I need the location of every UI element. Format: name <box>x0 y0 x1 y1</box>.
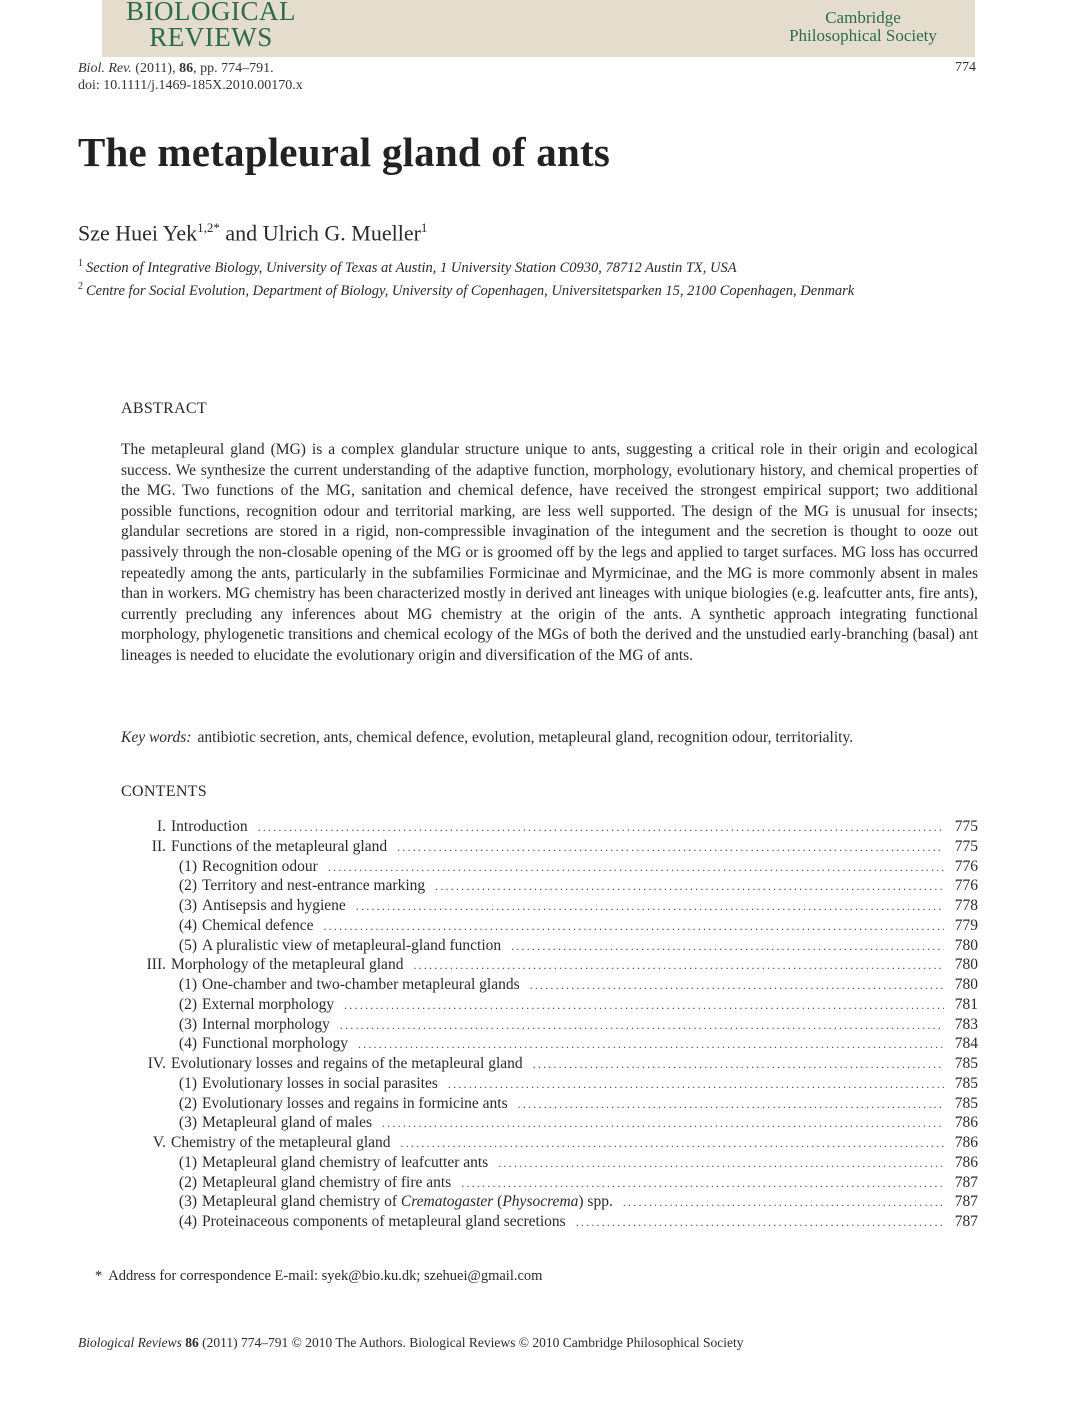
toc-entry-label: Metapleural gland of males <box>202 1114 373 1132</box>
toc-entry[interactable] <box>121 1016 978 1036</box>
toc-leader-dots <box>358 1037 944 1052</box>
toc-entry-label: Introduction <box>171 818 248 835</box>
toc-entry[interactable] <box>121 1174 978 1194</box>
toc-entry-number: II. <box>151 837 166 855</box>
toc-leader-dots <box>413 958 944 973</box>
toc-leader-dots <box>576 1215 944 1230</box>
toc-entry[interactable] <box>121 937 978 957</box>
author-joiner: and <box>219 220 263 246</box>
society-logo-line1: Cambridge <box>825 8 901 27</box>
toc-leader-dots <box>533 1057 944 1072</box>
toc-entry-label: External morphology <box>202 995 335 1013</box>
toc-entry-number: (4) <box>178 1213 197 1230</box>
toc-entry-number: (1) <box>178 857 197 875</box>
toc-label-part: ( <box>493 1193 503 1211</box>
toc-leader-dots <box>344 998 944 1013</box>
toc-entry[interactable] <box>121 818 978 838</box>
journal-logo-line2: REVIEWS <box>149 22 273 52</box>
toc-entry-number: IV. <box>147 1055 166 1072</box>
toc-entry-page: 786 <box>954 1153 978 1171</box>
toc-label-part: ) spp. <box>578 1193 613 1211</box>
toc-entry[interactable] <box>121 838 978 858</box>
toc-entry[interactable] <box>121 1075 978 1095</box>
abstract-text: The metapleural gland (MG) is a complex glandular structure unique to ants, suggesting a critical role in their origin and ecological success. We synthesize the current understanding of the adaptive function, morphology, evolutionary history, and chemical properties of the MG. Two functions of the MG, sanitation and chemical defence, have received the strongest empirical support; two additional possible functions, recognition odour and territorial marking, are less well supported. The design of the MG is unusual for insects; glandular secretions are stored in a rigid, non-compressible invagination of the integument and the secretion is thought to ooze out passively through the non-closable opening of the MG or is groomed off by the legs and applied to target surfaces. MG loss has occurred repeatedly among the ants, particularly in the subfamilies Formicinae and Myrmicinae, and the MG is more commonly absent in males than in workers. MG chemistry has been characterized mostly in derived ant lineages with unique biologies (e.g. leafcutter ants, fire ants), currently precluding any inferences about MG chemistry at the origin of the ants. A synthetic approach integrating functional morphology, phylogenetic transitions and chemical ecology of the MGs of both the derived and the unstudied early-branching (basal) ant lineages is needed to elucidate the evolutionary origin and diversification of the MG of ants. <box>121 441 978 664</box>
toc-entry-label: Functions of the metapleural gland <box>171 837 388 855</box>
citation-journal: Biol. Rev. <box>78 61 132 76</box>
toc-entry-label: Territory and nest-entrance marking <box>202 877 426 895</box>
toc-entry-label <box>198 1193 623 1211</box>
toc-leader-dots <box>511 939 944 954</box>
author-name: Ulrich G. Mueller <box>262 220 421 246</box>
toc-entry-page: 787 <box>954 1213 978 1230</box>
toc-entry[interactable] <box>121 877 978 897</box>
toc-entry[interactable] <box>121 1213 978 1233</box>
affiliation <box>78 258 737 277</box>
toc-entry-label: Metapleural gland chemistry of fire ants <box>202 1173 452 1191</box>
toc-entry-label: Evolutionary losses and regains in formicine ants <box>202 1094 508 1112</box>
citation-volume: 86 <box>179 61 194 76</box>
toc-entry-number: (3) <box>178 897 197 914</box>
toc-leader-dots <box>323 919 944 934</box>
toc-entry-page: 780 <box>954 956 978 974</box>
taxon-name: Physocrema <box>502 1193 579 1211</box>
toc-entry-label: Evolutionary losses in social parasites <box>202 1074 438 1092</box>
toc-entry-page: 781 <box>954 995 978 1013</box>
keywords <box>121 729 853 747</box>
toc-entry-label: A pluralistic view of metapleural-gland function <box>202 936 502 954</box>
author-name: Sze Huei Yek <box>78 220 198 246</box>
toc-entry-label: Metapleural gland chemistry of leafcutter ants <box>202 1153 489 1171</box>
toc-leader-dots <box>401 1136 944 1151</box>
toc-entry-number: (2) <box>178 995 197 1013</box>
toc-entry-label: Chemistry of the metapleural gland <box>171 1134 391 1151</box>
toc-leader-dots <box>382 1116 944 1131</box>
toc-entry-label: Morphology of the metapleural gland <box>171 956 404 974</box>
toc-entry-number: (4) <box>178 1035 197 1053</box>
affiliation-text: Section of Integrative Biology, University of Texas at Austin, 1 University Station C0930, 78712 Austin TX, USA <box>86 259 737 276</box>
toc-entry-number: (2) <box>178 1094 197 1112</box>
toc-leader-dots <box>258 820 944 835</box>
toc-entry-page: 780 <box>954 976 978 993</box>
toc-entry[interactable] <box>121 1114 978 1134</box>
toc-entry[interactable] <box>121 1154 978 1174</box>
toc-entry-number: (1) <box>178 1153 197 1171</box>
toc-label-part: Metapleural gland chemistry of <box>202 1193 401 1211</box>
toc-entry-label: Antisepsis and hygiene <box>202 897 346 914</box>
page-number: 774 <box>955 60 976 75</box>
society-logo <box>763 9 963 45</box>
toc-entry-number: (5) <box>178 936 197 954</box>
toc-entry-page: 787 <box>954 1193 978 1211</box>
footer-copyright: (2011) 774–791 © 2010 The Authors. Biological Reviews © 2010 Cambridge Philosophical Society <box>202 1335 744 1350</box>
toc-entry-page: 779 <box>954 916 978 934</box>
toc-entry-page: 785 <box>954 1094 978 1112</box>
toc-entry-page: 786 <box>954 1134 978 1151</box>
toc-entry-number: (1) <box>178 976 197 993</box>
toc-entry-label: Evolutionary losses and regains of the metapleural gland <box>171 1055 523 1072</box>
toc-entry-number: V. <box>152 1134 166 1151</box>
toc-leader-dots <box>340 1018 944 1033</box>
toc-entry-page: 776 <box>954 877 978 895</box>
toc-entry-number: III. <box>146 956 166 974</box>
taxon-name: Crematogaster <box>400 1193 494 1211</box>
correspondence-footnote <box>95 1268 542 1285</box>
abstract-heading: ABSTRACT <box>121 400 207 417</box>
affiliation-number: 2 <box>78 281 83 292</box>
toc-entry-page: 785 <box>954 1074 978 1092</box>
citation-pages: , pp. 774–791. <box>193 61 274 76</box>
toc-entry-number: (3) <box>178 1193 197 1211</box>
toc-entry-page: 785 <box>954 1055 978 1072</box>
toc-entry-number: (3) <box>178 1114 197 1132</box>
correspondence-text: Address for correspondence E-mail: syek@bio.ku.dk; szehuei@gmail.com <box>108 1268 543 1284</box>
toc-entry-page: 775 <box>954 837 978 855</box>
toc-entry-number: (3) <box>178 1015 197 1033</box>
toc-entry-label: Chemical defence <box>202 916 314 934</box>
affiliation-number: 1 <box>78 258 83 269</box>
toc-leader-dots <box>498 1156 944 1171</box>
toc-leader-dots <box>435 879 944 894</box>
toc-leader-dots <box>518 1097 944 1112</box>
toc-entry[interactable] <box>121 996 978 1016</box>
toc-entry-label: Internal morphology <box>202 1015 330 1033</box>
toc-leader-dots <box>623 1195 944 1210</box>
toc-entry-number: (2) <box>178 1173 197 1191</box>
toc-entry[interactable] <box>121 1095 978 1115</box>
article-title: The metapleural gland of ants <box>78 129 610 175</box>
toc-entry-label: Proteinaceous components of metapleural gland secretions <box>202 1213 566 1230</box>
toc-entry[interactable] <box>121 956 978 976</box>
toc-entry[interactable] <box>121 1193 978 1213</box>
footer-journal: Biological Reviews <box>78 1335 182 1350</box>
toc-leader-dots <box>356 899 944 914</box>
toc-entry[interactable] <box>121 1055 978 1075</box>
toc-entry-page: 786 <box>954 1114 978 1132</box>
toc-entry-page: 780 <box>954 936 978 954</box>
citation-block <box>78 60 303 94</box>
toc-entry[interactable] <box>121 897 978 917</box>
doi[interactable]: doi: 10.1111/j.1469-185X.2010.00170.x <box>78 78 303 93</box>
toc-entry-label: One-chamber and two-chamber metapleural glands <box>202 976 520 993</box>
page-footer <box>78 1335 743 1351</box>
toc-entry-page: 778 <box>954 897 978 914</box>
toc-entry-page: 783 <box>954 1015 978 1033</box>
journal-banner <box>102 0 975 57</box>
footnote-marker: * <box>95 1268 103 1284</box>
footer-volume: 86 <box>185 1335 199 1350</box>
toc-entry[interactable] <box>121 976 978 996</box>
toc-leader-dots <box>397 840 944 855</box>
toc-leader-dots <box>448 1077 944 1092</box>
toc-entry-page: 784 <box>954 1035 978 1053</box>
toc-leader-dots <box>328 860 944 875</box>
toc-entry-page: 776 <box>954 857 978 875</box>
affiliation-text: Centre for Social Evolution, Department of Biology, University of Copenhagen, Universitetsparken 15, 2100 Copenhagen, Denmark <box>86 282 855 299</box>
toc-entry-page: 787 <box>954 1173 978 1191</box>
toc-leader-dots <box>530 978 944 993</box>
author-affiliation-marker: 1 <box>420 220 428 235</box>
society-logo-line2: Philosophical Society <box>789 26 937 45</box>
contents-heading: CONTENTS <box>121 783 207 800</box>
toc-entry-number: I. <box>156 818 166 835</box>
toc-entry[interactable] <box>121 858 978 878</box>
toc-leader-dots <box>461 1176 944 1191</box>
toc-entry-page: 775 <box>954 818 978 835</box>
author-list <box>78 220 427 246</box>
toc-entry-label: Recognition odour <box>202 857 318 875</box>
table-of-contents <box>121 818 978 1233</box>
toc-entry-number: (4) <box>178 916 197 934</box>
toc-entry-number: (1) <box>178 1074 197 1092</box>
toc-entry[interactable] <box>121 917 978 937</box>
toc-entry[interactable] <box>121 1035 978 1055</box>
citation-year: (2011), <box>135 61 176 76</box>
toc-entry-label: Functional morphology <box>202 1035 348 1053</box>
citation-line <box>78 60 303 77</box>
toc-entry[interactable] <box>121 1134 978 1154</box>
journal-logo <box>116 0 306 50</box>
affiliation <box>78 281 854 300</box>
keywords-list: antibiotic secretion, ants, chemical defence, evolution, metapleural gland, recognition odour, territoriality. <box>197 729 854 746</box>
keywords-label: Key words: <box>121 729 192 746</box>
toc-entry-number: (2) <box>178 877 197 895</box>
journal-logo-line1: BIOLOGICAL <box>126 0 296 26</box>
author-affiliation-marker: 1,2* <box>197 220 220 235</box>
